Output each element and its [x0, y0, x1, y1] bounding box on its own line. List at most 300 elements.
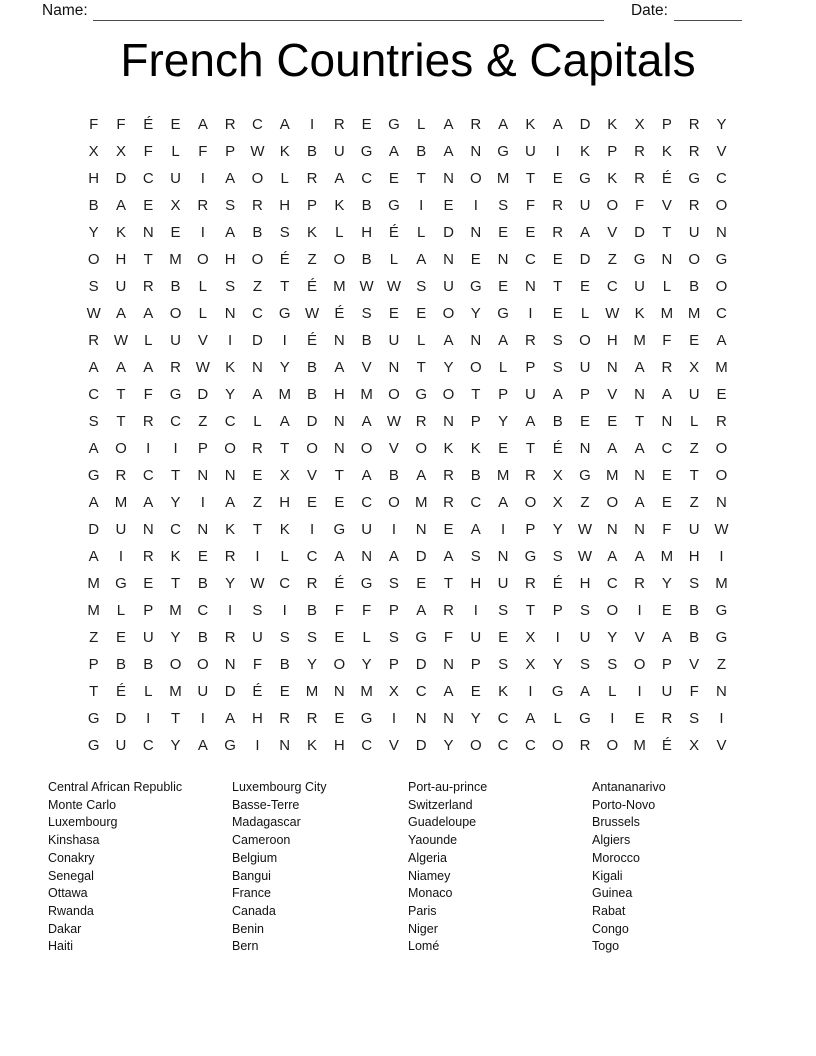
grid-letter: P [470, 656, 481, 673]
word-item: Brussels [592, 815, 640, 830]
grid-letter: O [442, 386, 455, 403]
grid-letter: B [361, 251, 372, 268]
grid-letter: K [634, 305, 645, 322]
grid-letter: R [115, 467, 127, 484]
grid-letter: H [279, 494, 291, 511]
grid-letter: Y [361, 656, 372, 673]
grid-letter: N [443, 170, 454, 187]
grid-letter: I [419, 197, 424, 214]
grid-letter: I [391, 710, 396, 727]
grid-letter: T [525, 440, 535, 457]
grid-letter: A [634, 494, 645, 511]
grid-letter: A [443, 332, 454, 349]
grid-letter: A [498, 494, 509, 511]
grid-letter: A [498, 116, 509, 133]
grid-letter: U [333, 143, 345, 160]
grid-letter: A [525, 413, 536, 430]
grid-letter: R [415, 413, 427, 430]
grid-letter: E [689, 332, 700, 349]
grid-letter: P [498, 386, 509, 403]
grid-letter: T [143, 251, 153, 268]
grid-letter: D [252, 332, 263, 349]
grid-letter: C [497, 710, 509, 727]
grid-letter: R [306, 575, 318, 592]
grid-letter: T [252, 521, 263, 538]
grid-letter: H [224, 251, 236, 268]
grid-letter: C [361, 170, 373, 187]
grid-letter: R [688, 143, 700, 160]
grid-letter: L [690, 413, 699, 430]
grid-letter: É [279, 251, 290, 268]
grid-letter: S [689, 710, 700, 727]
grid-letter: I [200, 170, 205, 187]
grid-letter: A [443, 548, 454, 565]
grid-letter: O [551, 737, 564, 754]
grid-letter: N [716, 494, 727, 511]
grid-letter: S [307, 629, 318, 646]
grid-letter: D [415, 737, 427, 754]
grid-letter: N [224, 467, 236, 484]
grid-letter: N [333, 683, 345, 700]
grid-letter: A [552, 116, 563, 133]
grid-letter: T [635, 413, 645, 430]
grid-letter: Z [89, 629, 99, 646]
grid-letter: F [89, 116, 99, 133]
word-item: Luxembourg City [232, 780, 327, 794]
grid-letter: A [607, 548, 618, 565]
grid-letter: N [497, 548, 509, 565]
grid-letter: E [443, 521, 454, 538]
grid-letter: A [334, 548, 345, 565]
grid-letter: L [171, 143, 180, 160]
word-item: France [232, 886, 271, 901]
grid-letter: I [228, 602, 233, 619]
grid-letter: M [606, 467, 619, 484]
grid-letter: I [228, 332, 233, 349]
grid-letter: A [716, 332, 727, 349]
grid-letter: C [142, 170, 154, 187]
grid-letter: U [688, 386, 700, 403]
grid-letter: A [443, 143, 454, 160]
grid-letter: N [470, 143, 482, 160]
grid-letter: Y [552, 521, 563, 538]
grid-letter: M [687, 305, 701, 322]
grid-letter: S [388, 575, 399, 592]
grid-letter: R [634, 143, 645, 160]
grid-letter: R [306, 710, 318, 727]
grid-letter: M [169, 683, 182, 700]
grid-letter: O [442, 305, 455, 322]
grid-letter: K [279, 143, 290, 160]
grid-letter: I [282, 602, 287, 619]
grid-letter: Z [716, 656, 727, 673]
grid-letter: L [116, 602, 126, 619]
grid-letter: A [579, 683, 590, 700]
grid-letter: A [143, 494, 154, 511]
grid-letter: B [552, 413, 563, 430]
grid-letter: O [251, 251, 264, 268]
grid-letter: K [225, 359, 236, 376]
grid-letter: N [443, 710, 454, 727]
grid-letter: M [169, 251, 182, 268]
grid-letter: S [225, 278, 236, 295]
grid-letter: T [525, 170, 535, 187]
grid-letter: V [661, 197, 672, 214]
grid-letter: I [255, 548, 260, 565]
grid-letter: S [225, 197, 236, 214]
grid-letter: L [662, 278, 672, 295]
grid-letter: E [470, 683, 481, 700]
grid-letter: K [607, 170, 618, 187]
grid-letter: O [169, 656, 182, 673]
word-item: Port-au-prince [408, 780, 488, 794]
grid-letter: A [197, 116, 208, 133]
grid-letter: R [252, 440, 263, 457]
word-item: Algeria [408, 850, 447, 865]
grid-letter: F [252, 656, 263, 673]
grid-letter: O [715, 440, 728, 457]
grid-letter: O [224, 440, 236, 457]
grid-letter: D [88, 521, 100, 538]
grid-letter: W [195, 359, 210, 376]
grid-letter: N [524, 278, 536, 295]
grid-letter: I [200, 710, 205, 727]
grid-letter: X [279, 467, 290, 484]
grid-letter: P [388, 602, 399, 619]
grid-letter: A [252, 386, 263, 403]
grid-letter: B [115, 656, 126, 673]
grid-letter: P [661, 116, 672, 133]
grid-letter: G [497, 143, 509, 160]
grid-letter: V [689, 656, 700, 673]
grid-letter: F [525, 197, 535, 214]
grid-letter: T [280, 278, 290, 295]
grid-letter: H [470, 575, 482, 592]
grid-letter: Y [470, 305, 481, 322]
grid-letter: R [661, 359, 673, 376]
grid-letter: B [88, 197, 99, 214]
grid-letter: D [115, 710, 127, 727]
grid-letter: A [361, 467, 372, 484]
grid-letter: U [579, 359, 591, 376]
grid-letter: L [389, 251, 399, 268]
grid-letter: X [689, 737, 700, 754]
grid-letter: E [552, 170, 563, 187]
grid-letter: É [252, 683, 263, 700]
word-item: Dakar [48, 921, 82, 936]
grid-letter: L [417, 224, 426, 241]
grid-letter: F [143, 386, 153, 403]
grid-letter: É [334, 305, 345, 322]
grid-letter: N [661, 413, 673, 430]
grid-letter: F [635, 197, 645, 214]
grid-letter: E [579, 413, 590, 430]
grid-letter: X [552, 467, 563, 484]
grid-letter: W [359, 278, 374, 295]
word-item: Bern [232, 939, 259, 954]
grid-letter: T [525, 602, 535, 619]
grid-letter: B [252, 224, 263, 241]
grid-letter: E [607, 413, 618, 430]
grid-letter: T [280, 440, 290, 457]
grid-letter: R [443, 467, 454, 484]
grid-letter: C [306, 548, 318, 565]
grid-letter: O [251, 170, 264, 187]
grid-letter: R [279, 710, 291, 727]
word-item: Cameroon [232, 833, 291, 848]
grid-letter: K [470, 440, 481, 457]
grid-letter: B [307, 359, 318, 376]
grid-letter: A [143, 359, 154, 376]
grid-letter: E [334, 494, 345, 511]
grid-letter: S [552, 548, 563, 565]
grid-letter: I [555, 629, 560, 646]
grid-letter: E [661, 467, 672, 484]
grid-letter: I [473, 197, 478, 214]
grid-letter: T [443, 575, 454, 592]
grid-letter: F [662, 332, 672, 349]
grid-letter: G [579, 170, 591, 187]
grid-letter: M [496, 467, 510, 484]
grid-letter: E [388, 170, 399, 187]
word-list-column [48, 779, 232, 956]
word-item: Algiers [592, 833, 631, 848]
grid-letter: T [416, 170, 426, 187]
grid-letter: L [417, 116, 426, 133]
grid-letter: C [716, 305, 727, 322]
grid-letter: U [197, 683, 209, 700]
grid-letter: C [142, 737, 154, 754]
grid-letter: S [88, 413, 99, 430]
grid-letter: E [552, 305, 563, 322]
grid-letter: O [115, 440, 127, 457]
grid-letter: U [170, 332, 181, 349]
grid-letter: A [607, 440, 618, 457]
grid-letter: E [170, 224, 181, 241]
grid-letter: C [361, 737, 373, 754]
grid-letter: K [443, 440, 454, 457]
word-item: Guadeloupe [408, 815, 477, 830]
grid-letter: M [633, 332, 646, 349]
grid-letter: U [524, 143, 536, 160]
grid-letter: O [197, 251, 209, 268]
word-item: Rwanda [48, 903, 94, 918]
grid-letter: V [716, 737, 727, 754]
grid-letter: U [115, 278, 127, 295]
grid-letter: D [443, 224, 454, 241]
grid-letter: E [416, 305, 427, 322]
grid-letter: R [443, 494, 454, 511]
word-item: Congo [592, 921, 629, 936]
grid-letter: I [528, 305, 533, 322]
grid-letter: U [115, 521, 127, 538]
grid-letter: F [662, 521, 672, 538]
grid-letter: E [498, 278, 509, 295]
grid-letter: Z [689, 494, 699, 511]
grid-letter: A [115, 197, 126, 214]
grid-letter: D [415, 656, 427, 673]
grid-letter: W [113, 332, 129, 349]
word-item: Kinshasa [48, 833, 100, 848]
grid-letter: R [88, 332, 100, 349]
grid-letter: A [416, 602, 427, 619]
grid-letter: O [469, 359, 482, 376]
grid-letter: C [716, 170, 727, 187]
grid-letter: E [143, 197, 154, 214]
grid-letter: Y [170, 494, 181, 511]
grid-letter: I [146, 710, 151, 727]
grid-letter: K [279, 521, 290, 538]
grid-letter: A [634, 548, 645, 565]
grid-letter: T [170, 575, 181, 592]
grid-letter: P [525, 521, 536, 538]
grid-letter: L [198, 305, 207, 322]
grid-letter: T [689, 467, 699, 484]
grid-letter: E [716, 386, 727, 403]
grid-letter: S [388, 629, 399, 646]
grid-letter: I [528, 683, 533, 700]
word-list-column [232, 779, 408, 956]
grid-letter: M [660, 548, 674, 565]
grid-letter: E [361, 116, 372, 133]
grid-letter: U [579, 197, 591, 214]
grid-letter: L [498, 359, 508, 376]
grid-letter: A [115, 359, 126, 376]
grid-letter: W [386, 413, 401, 430]
word-item: Conakry [48, 850, 95, 865]
grid-letter: O [333, 656, 346, 673]
word-item: Luxembourg [48, 815, 118, 830]
grid-letter: T [471, 386, 481, 403]
grid-letter: A [88, 548, 99, 565]
grid-letter: L [253, 413, 262, 430]
grid-letter: G [87, 710, 100, 727]
grid-letter: N [142, 224, 154, 241]
grid-letter: O [469, 737, 482, 754]
grid-letter: G [688, 170, 701, 187]
grid-letter: G [497, 305, 509, 322]
grid-letter: X [525, 656, 536, 673]
grid-letter: O [306, 440, 318, 457]
grid-letter: Y [170, 737, 181, 754]
grid-letter: E [498, 440, 509, 457]
grid-letter: C [661, 440, 673, 457]
grid-letter: R [634, 170, 645, 187]
word-search-grid [80, 111, 735, 759]
grid-letter: G [333, 521, 346, 538]
grid-letter: G [224, 737, 236, 754]
grid-letter: M [360, 386, 373, 403]
grid-letter: S [552, 359, 563, 376]
grid-letter: E [634, 710, 645, 727]
grid-letter: O [333, 251, 346, 268]
grid-letter: A [361, 413, 372, 430]
grid-letter: G [87, 737, 100, 754]
grid-letter: T [116, 386, 126, 403]
grid-letter: B [307, 386, 318, 403]
grid-letter: N [443, 413, 454, 430]
grid-letter: O [633, 656, 646, 673]
grid-letter: U [634, 278, 645, 295]
grid-letter: G [469, 278, 482, 295]
grid-letter: H [688, 548, 700, 565]
grid-letter: U [661, 683, 673, 700]
grid-letter: Y [470, 710, 481, 727]
grid-letter: C [415, 683, 427, 700]
grid-letter: X [634, 116, 645, 133]
grid-letter: I [146, 440, 151, 457]
word-item: Switzerland [408, 797, 473, 812]
grid-letter: N [716, 683, 727, 700]
grid-letter: P [579, 386, 590, 403]
grid-letter: E [661, 494, 672, 511]
grid-letter: F [362, 602, 372, 619]
grid-letter: N [142, 521, 154, 538]
word-list [48, 779, 762, 956]
word-item: Antananarivo [592, 780, 666, 794]
grid-letter: N [224, 656, 236, 673]
grid-letter: S [689, 575, 700, 592]
word-item: Madagascar [232, 815, 301, 830]
grid-letter: V [197, 332, 208, 349]
grid-letter: B [689, 278, 700, 295]
grid-letter: C [524, 251, 536, 268]
grid-letter: P [607, 143, 618, 160]
grid-letter: K [607, 116, 618, 133]
grid-letter: É [552, 575, 563, 592]
grid-letter: N [716, 224, 727, 241]
grid-letter: Z [307, 251, 317, 268]
grid-letter: G [551, 683, 564, 700]
grid-letter: N [443, 656, 454, 673]
word-item: Haiti [48, 939, 74, 954]
word-item: Senegal [48, 868, 94, 883]
grid-letter: Y [279, 359, 290, 376]
grid-letter: U [142, 629, 154, 646]
word-item: Basse-Terre [232, 797, 300, 812]
grid-letter: B [307, 602, 318, 619]
grid-letter: A [279, 116, 290, 133]
grid-letter: C [170, 521, 181, 538]
grid-letter: I [610, 710, 615, 727]
grid-letter: L [198, 278, 207, 295]
grid-letter: Y [307, 656, 318, 673]
grid-letter: I [173, 440, 178, 457]
grid-letter: R [579, 737, 591, 754]
grid-letter: A [416, 251, 427, 268]
grid-letter: T [416, 359, 426, 376]
grid-letter: N [470, 332, 482, 349]
grid-letter: S [552, 332, 563, 349]
grid-letter: N [224, 305, 236, 322]
grid-letter: K [579, 143, 590, 160]
grid-letter: X [552, 494, 563, 511]
grid-letter: S [252, 602, 263, 619]
grid-letter: P [143, 602, 154, 619]
grid-letter: E [388, 305, 399, 322]
grid-letter: Y [443, 737, 454, 754]
grid-letter: B [197, 575, 208, 592]
grid-letter: L [417, 332, 426, 349]
grid-letter: O [579, 332, 591, 349]
grid-letter: U [688, 521, 700, 538]
grid-letter: G [388, 116, 400, 133]
grid-letter: M [633, 737, 646, 754]
grid-letter: G [87, 467, 100, 484]
grid-letter: G [524, 548, 537, 565]
grid-letter: A [88, 359, 99, 376]
grid-letter: É [143, 116, 154, 133]
